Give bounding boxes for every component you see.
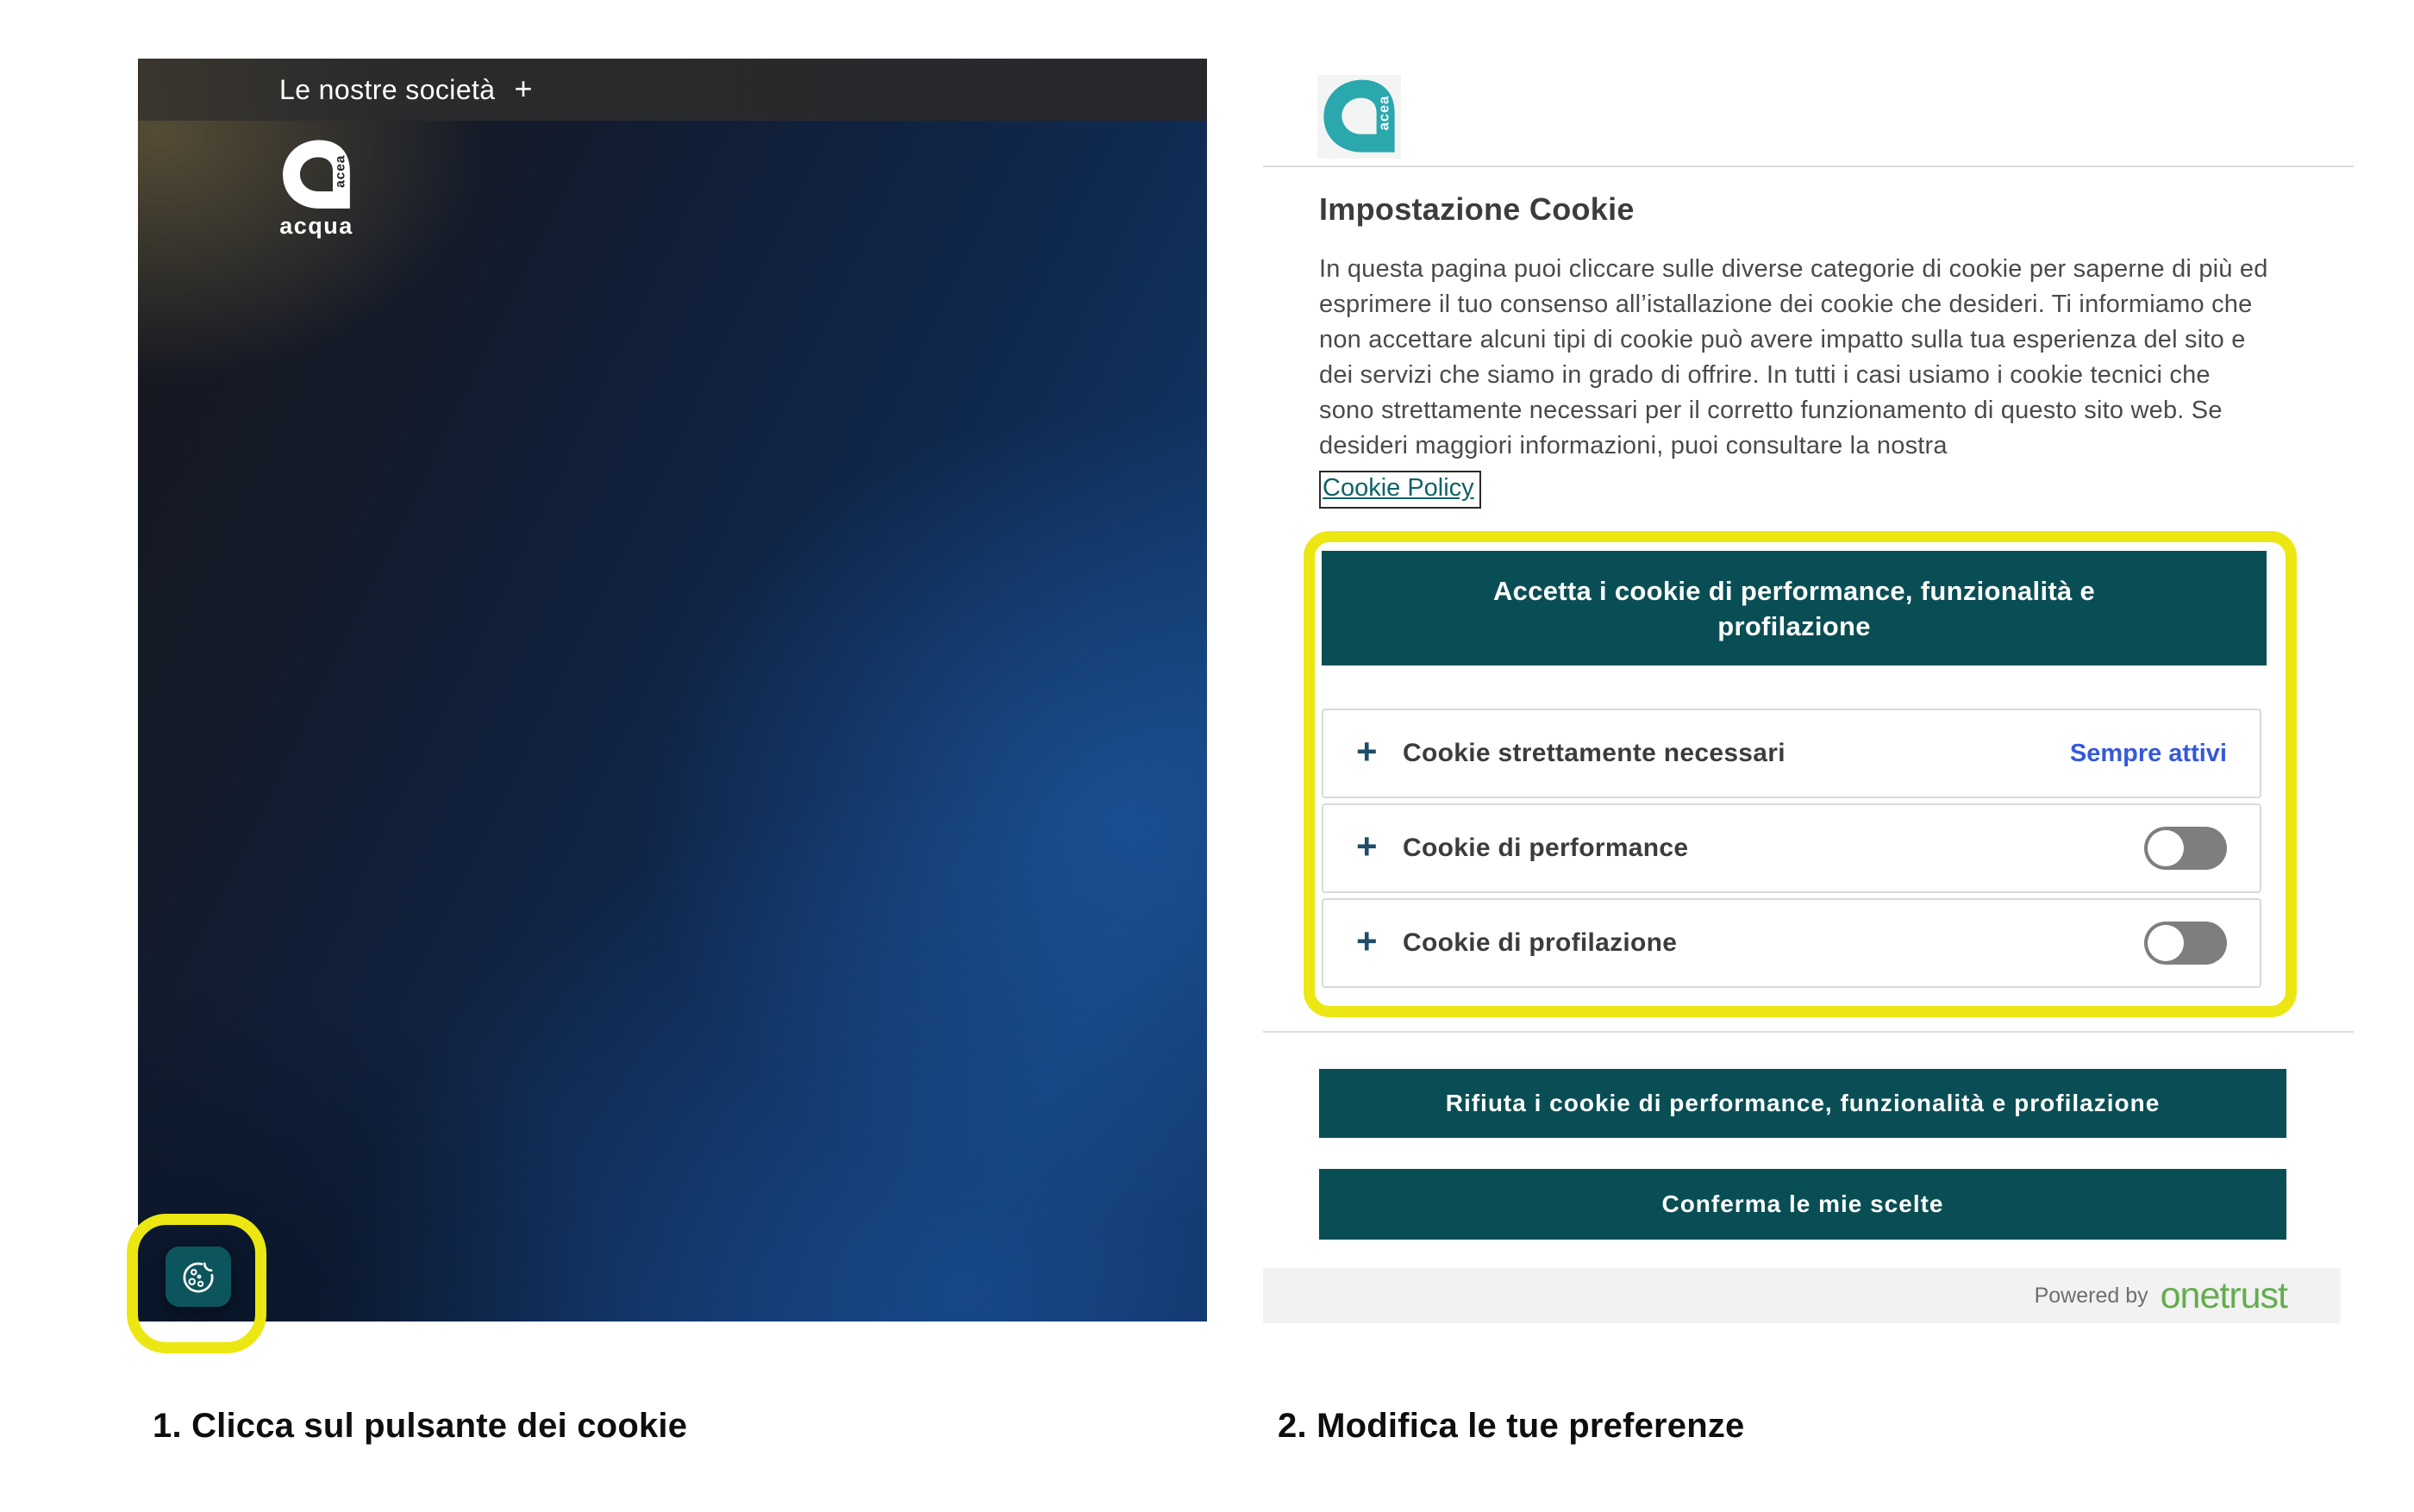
category-row-performance[interactable] [1322,803,2261,893]
category-label: Cookie strettamente necessari [1403,739,1785,767]
profiling-toggle-off[interactable] [2144,922,2227,965]
performance-toggle-off[interactable] [2144,827,2227,870]
svg-text:acea: acea [1375,95,1392,131]
panel-description: In questa pagina puoi cliccare sulle diverse categorie di cookie per saperne di più ed esprimere il tuo consenso all’istallazione dei cookie che desideri. Ti informiamo che non accettare alcuni tipi di cookie può avere impatto sulla tua esperienza del sito e dei servizi che siamo in grado di offrire. In tutti i casi usiamo i cookie tecnici che sono strettamente necessari per il corretto funzionamento di questo sito web. Se desideri maggiori informazioni, puoi consultare la nostra [1319,255,2268,459]
panel-title: Impostazione Cookie [1319,191,1635,227]
website-screenshot [138,59,1207,1321]
onetrust-logo: onetrust [2160,1274,2287,1316]
powered-by-label: Powered by [2034,1283,2148,1308]
divider [1263,1031,2354,1033]
cookie-policy-link[interactable]: Cookie Policy [1319,471,1481,509]
acea-drop-icon [280,138,353,212]
plus-expand-icon[interactable]: + [1356,731,1378,772]
step-1-caption: 1. Clicca sul pulsante dei cookie [153,1407,688,1445]
plus-expand-icon[interactable]: + [1356,921,1378,961]
nav-le-nostre-societa[interactable]: Le nostre società [279,73,496,105]
category-row-profiling[interactable] [1322,898,2261,988]
acqua-wordmark: acqua [279,213,353,239]
category-row-strictly-necessary[interactable] [1322,709,2261,798]
toggle-knob [2148,830,2184,866]
plus-expand-icon[interactable]: + [514,70,533,106]
confirm-choices-button[interactable]: Conferma le mie scelte [1319,1169,2286,1240]
acea-acqua-logo [276,138,357,240]
accept-cookies-button[interactable]: Accetta i cookie di performance, funzionalità e profilazione [1322,551,2267,665]
site-top-bar [138,59,1207,121]
reject-cookies-button[interactable]: Rifiuta i cookie di performance, funzionalità e profilazione [1319,1069,2286,1138]
acea-drop-icon [1321,78,1398,156]
category-label: Cookie di profilazione [1403,928,1678,957]
toggle-knob [2148,925,2184,961]
onetrust-footer [1263,1268,2341,1323]
divider [1263,166,2354,167]
always-active-badge: Sempre attivi [2069,739,2227,767]
svg-text:acea: acea [333,154,348,188]
step-2-caption: 2. Modifica le tue preferenze [1278,1407,1745,1445]
highlight-ring-cookie-button [127,1214,266,1353]
plus-expand-icon[interactable]: + [1356,826,1378,866]
category-label: Cookie di performance [1403,834,1689,862]
acea-logo [1317,75,1401,159]
